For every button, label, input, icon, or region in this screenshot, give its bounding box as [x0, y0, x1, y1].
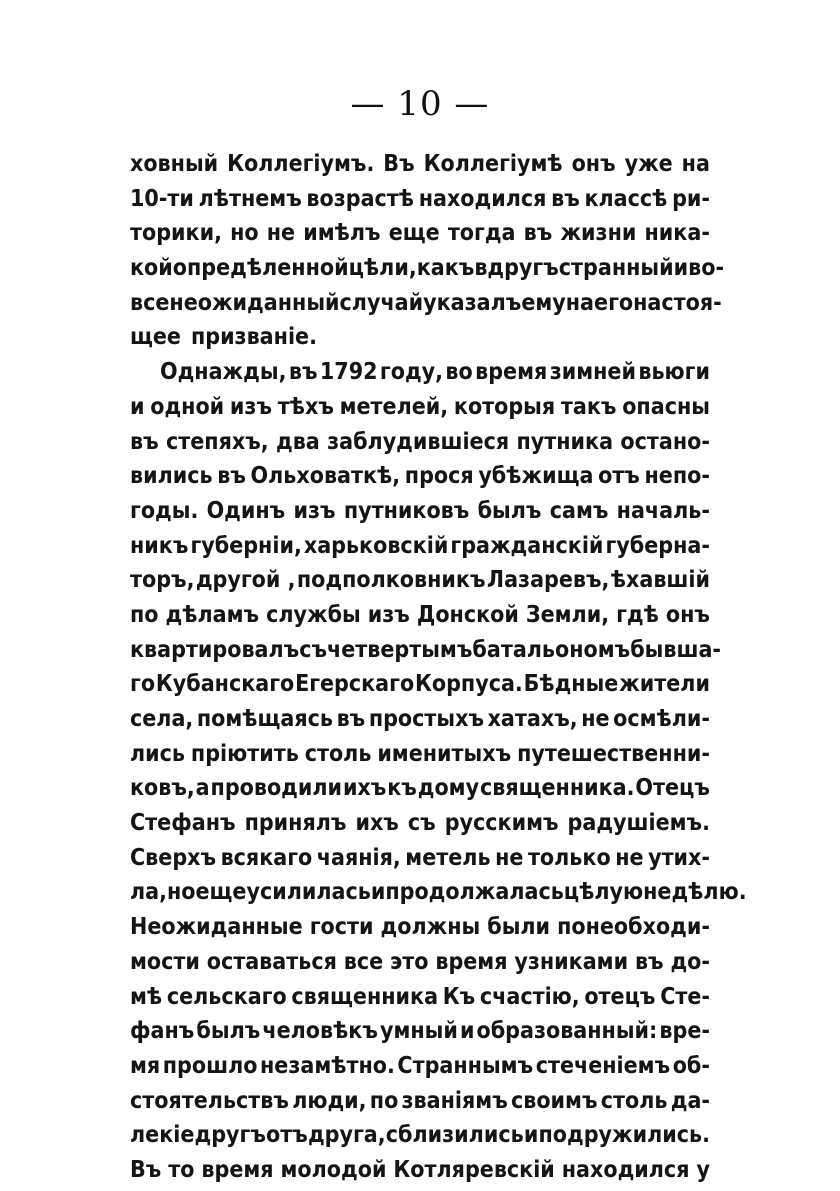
- word: другъ: [194, 1122, 266, 1149]
- word: странный: [558, 255, 674, 282]
- word: до-: [670, 948, 710, 975]
- word: на: [681, 151, 710, 177]
- word: щее: [130, 324, 181, 351]
- text-line: [130, 1153, 710, 1188]
- word: четвертымъ: [327, 636, 473, 663]
- word: незамѣтно.: [260, 1052, 395, 1079]
- word: во-: [688, 255, 725, 282]
- word: одной: [150, 393, 225, 420]
- word: прошло: [162, 1052, 258, 1079]
- word: вьюги: [638, 359, 710, 386]
- word: Земли,: [525, 601, 610, 628]
- word: человѣкъ: [262, 1018, 378, 1045]
- word: имѣлъ: [303, 220, 381, 247]
- word: стеченіемъ: [535, 1052, 671, 1079]
- word: хатахъ,: [487, 706, 578, 732]
- word: мости: [130, 948, 200, 975]
- word: священника: [291, 983, 439, 1010]
- word: бывша-: [630, 636, 722, 663]
- word: отецъ: [584, 983, 656, 1010]
- word: съ: [407, 810, 436, 837]
- word: Коллегіумъ.: [227, 151, 375, 177]
- word: своимъ: [510, 1087, 598, 1114]
- word: метелей,: [339, 393, 449, 420]
- word: да-: [670, 1087, 710, 1114]
- word: метель: [405, 844, 491, 871]
- word: классѣ: [584, 185, 668, 212]
- word: остано-: [620, 428, 710, 455]
- word: у: [696, 1156, 710, 1183]
- word: утих-: [648, 844, 710, 871]
- text-line: [130, 1118, 710, 1153]
- word: оставаться: [206, 948, 337, 975]
- word: еще: [388, 220, 440, 247]
- word: подполковникъ: [296, 567, 486, 594]
- word: то: [168, 1156, 195, 1183]
- word: счастію,: [479, 983, 580, 1010]
- word: убѣжища: [478, 463, 594, 490]
- word: ѣхавшій: [610, 567, 710, 594]
- word: тѣхъ: [277, 393, 334, 420]
- word: время: [435, 948, 508, 975]
- word: какъ: [416, 255, 475, 282]
- text-line: [130, 216, 710, 251]
- word: Въ: [383, 151, 415, 177]
- text-line: [130, 251, 725, 286]
- word: указалъ: [423, 289, 522, 316]
- word: простыхъ: [368, 706, 485, 732]
- word: былъ: [477, 497, 542, 524]
- word: Отецъ: [635, 775, 710, 802]
- word: помѣщаясь: [196, 706, 333, 732]
- body-text: [130, 147, 747, 1188]
- word: изъ: [293, 497, 336, 524]
- word: го: [130, 671, 156, 698]
- word: Егерскаго: [295, 671, 415, 698]
- text-line: [130, 459, 710, 494]
- word: путника: [516, 428, 614, 455]
- word: началь-: [616, 497, 710, 524]
- word: Неожиданные: [130, 914, 303, 941]
- word: настоя-: [633, 289, 722, 316]
- word: дому: [417, 775, 480, 802]
- word: службы: [266, 601, 361, 628]
- text-line: [130, 425, 710, 460]
- text-line: [130, 633, 722, 668]
- word: все: [130, 289, 170, 316]
- word: умный: [379, 1018, 458, 1045]
- word: ника-: [644, 220, 710, 247]
- word: въ: [130, 428, 159, 455]
- word: въ: [288, 359, 318, 386]
- word: не: [266, 220, 296, 247]
- text-line: [130, 771, 710, 806]
- word: гдѣ: [616, 601, 659, 628]
- text-line: [130, 494, 710, 529]
- word: Донской: [416, 601, 519, 628]
- word: вились: [130, 463, 213, 490]
- word: русскимъ: [444, 810, 559, 837]
- word: и: [673, 255, 689, 282]
- text-line: [130, 529, 710, 564]
- word: званіямъ: [401, 1087, 508, 1114]
- word: друга,: [307, 1122, 386, 1149]
- word: Одинъ: [206, 497, 286, 524]
- word: находился: [561, 1156, 690, 1183]
- word: былъ: [196, 1018, 261, 1045]
- word: призваніе.: [190, 324, 317, 351]
- text-line: [130, 320, 710, 355]
- text-line: [130, 875, 747, 910]
- word: на: [565, 289, 595, 316]
- word: гости: [309, 914, 374, 941]
- word: заблудившіеся: [327, 428, 510, 455]
- word: въ: [217, 463, 246, 490]
- word: непо-: [644, 463, 710, 490]
- word: торики,: [130, 220, 222, 247]
- text-line: [130, 910, 710, 945]
- word: люди,: [292, 1087, 367, 1114]
- word: степяхъ,: [166, 428, 269, 455]
- word: батальономъ: [472, 636, 631, 663]
- word: такъ: [560, 393, 617, 420]
- word: гражданскій: [450, 532, 604, 559]
- word: еще: [195, 879, 247, 906]
- word: стоятельствъ: [130, 1087, 289, 1114]
- text-line: [130, 737, 710, 772]
- text-line: [130, 980, 710, 1015]
- text-line: [130, 286, 722, 321]
- word: находился: [418, 185, 547, 212]
- word: уже: [624, 151, 673, 177]
- word: сблизились: [385, 1122, 524, 1149]
- word: пріютить: [190, 740, 299, 767]
- word: образованный:: [476, 1018, 658, 1045]
- word: тогда: [447, 220, 516, 247]
- word: но: [230, 220, 259, 247]
- word: вдругъ: [474, 255, 559, 282]
- word: но: [166, 879, 196, 906]
- word: губерніи,: [190, 532, 302, 559]
- word: Котляревскій: [393, 1156, 555, 1183]
- word: никъ: [130, 532, 189, 559]
- word: ковъ,: [130, 775, 195, 802]
- word: усилилась: [246, 879, 371, 906]
- word: лѣтнемъ: [198, 185, 302, 212]
- word: понеобходи-: [557, 914, 710, 941]
- word: это: [390, 948, 429, 975]
- word: жизни: [560, 220, 637, 247]
- word: съ: [299, 636, 328, 663]
- word: все: [343, 948, 384, 975]
- word: изъ: [229, 393, 273, 420]
- text-line: [130, 667, 710, 702]
- word: Коллегіумѣ: [423, 151, 563, 177]
- word: Къ: [442, 983, 476, 1010]
- word: должны: [380, 914, 481, 941]
- word: отъ: [266, 1122, 308, 1149]
- word: проводили: [210, 775, 343, 802]
- word: Однажды,: [160, 359, 287, 386]
- word: сельскаго: [166, 983, 287, 1010]
- word: годы.: [130, 497, 199, 524]
- word: онъ: [665, 601, 710, 628]
- word: Лазаревъ,: [486, 567, 610, 594]
- word: которыя: [453, 393, 556, 420]
- word: принялъ: [244, 810, 347, 837]
- word: время: [475, 359, 548, 386]
- word: прося: [404, 463, 474, 490]
- word: не: [495, 844, 524, 871]
- word: ихъ: [355, 810, 399, 837]
- word: фанъ: [130, 1018, 195, 1045]
- text-line: [130, 806, 710, 841]
- word: жители: [619, 671, 710, 698]
- word: Въ: [130, 1156, 162, 1183]
- word: только: [527, 844, 611, 871]
- text-line: [130, 390, 710, 425]
- word: квартировалъ: [130, 636, 300, 663]
- word: опредѣленной: [172, 255, 349, 282]
- word: дѣламъ: [165, 601, 260, 628]
- word: ла,: [130, 879, 167, 906]
- word: Корпуса.: [414, 671, 523, 698]
- word: его: [594, 289, 634, 316]
- word: радушіемъ.: [567, 810, 710, 837]
- text-line: [130, 147, 710, 182]
- word: изъ: [367, 601, 410, 628]
- word: 10-ти: [130, 185, 194, 212]
- word: къ: [387, 775, 417, 802]
- word: харьковскій: [303, 532, 449, 559]
- word: ему: [521, 289, 566, 316]
- word: путешественни-: [517, 740, 710, 767]
- word: подружились.: [538, 1122, 710, 1149]
- text-line: [130, 841, 710, 876]
- word: и: [130, 393, 145, 420]
- word: торъ,: [130, 567, 195, 594]
- word: всякаго: [220, 844, 313, 871]
- word: Кубанскаго: [155, 671, 295, 698]
- word: именитыхъ: [377, 740, 512, 767]
- word: году,: [379, 359, 443, 386]
- word: лекіе: [130, 1122, 195, 1149]
- word: въ: [336, 706, 366, 732]
- word: Сверхъ: [130, 844, 217, 871]
- word: ихъ: [342, 775, 387, 802]
- text-line: [130, 702, 710, 737]
- word: Сте-: [660, 983, 710, 1010]
- word: въ: [634, 948, 664, 975]
- word: другой ,: [195, 567, 296, 594]
- page-number: — 10 —: [350, 84, 490, 124]
- word: столь: [304, 740, 372, 767]
- text-line: [130, 1084, 710, 1119]
- word: возрастѣ: [306, 185, 415, 212]
- word: Стефанъ: [130, 810, 236, 837]
- word: мя: [130, 1052, 161, 1079]
- word: ховный: [130, 151, 219, 177]
- word: мѣ: [130, 983, 163, 1010]
- word: священника.: [479, 775, 635, 802]
- word: въ: [551, 185, 580, 212]
- word: по: [369, 1087, 399, 1114]
- word: Ольховаткѣ,: [250, 463, 401, 490]
- word: цѣлую: [563, 879, 644, 906]
- word: во: [445, 359, 473, 386]
- word: отъ: [598, 463, 640, 490]
- word: были: [487, 914, 551, 941]
- word: села,: [130, 706, 194, 732]
- text-line: [130, 1049, 710, 1084]
- text-line: [130, 563, 710, 598]
- word: столь: [600, 1087, 668, 1114]
- text-line: [130, 945, 710, 980]
- text-line: [130, 355, 710, 390]
- word: осмѣли-: [613, 706, 710, 732]
- word: губерна-: [605, 532, 710, 559]
- word: зимней: [549, 359, 636, 386]
- text-line: [130, 1014, 710, 1049]
- word: случай: [339, 289, 424, 316]
- word: самъ: [549, 497, 609, 524]
- word: а: [195, 775, 210, 802]
- text-line: [130, 598, 710, 633]
- word: чаянія,: [316, 844, 401, 871]
- word: кой: [130, 255, 173, 282]
- word: и: [370, 879, 386, 906]
- word: 1792: [319, 359, 378, 386]
- word: цѣли,: [348, 255, 417, 282]
- word: продолжалась: [385, 879, 564, 906]
- word: онъ: [571, 151, 616, 177]
- word: ри-: [672, 185, 710, 212]
- word: два: [275, 428, 320, 455]
- word: не: [615, 844, 644, 871]
- word: время: [201, 1156, 274, 1183]
- word: недѣлю.: [643, 879, 747, 906]
- word: по: [130, 601, 159, 628]
- word: Бѣдные: [523, 671, 619, 698]
- word: лись: [130, 740, 186, 767]
- word: неожиданный: [169, 289, 340, 316]
- word: узниками: [514, 948, 629, 975]
- word: въ: [523, 220, 553, 247]
- word: и: [523, 1122, 539, 1149]
- word: не: [581, 706, 610, 732]
- word: Страннымъ: [397, 1052, 534, 1079]
- word: об-: [672, 1052, 710, 1079]
- word: молодой: [280, 1156, 387, 1183]
- text-line: [130, 182, 710, 217]
- word: и: [459, 1018, 475, 1045]
- word: вре-: [659, 1018, 710, 1045]
- word: опасны: [622, 393, 710, 420]
- word: путниковъ: [343, 497, 470, 524]
